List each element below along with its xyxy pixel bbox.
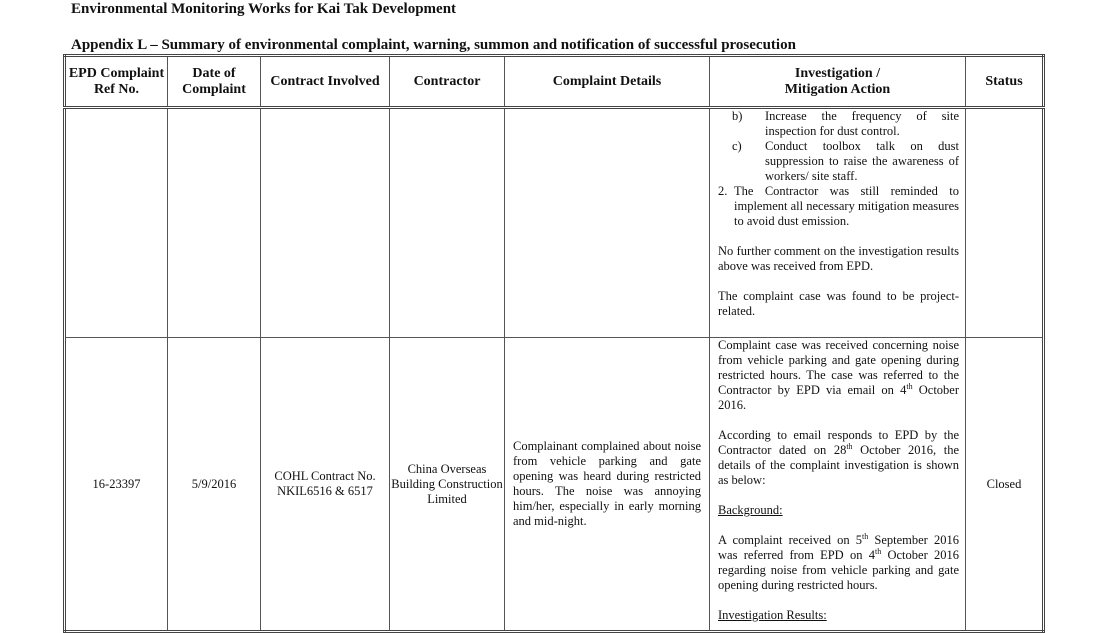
investigation-cell bbox=[710, 338, 966, 632]
row1-details-cell bbox=[505, 108, 710, 338]
table-row bbox=[65, 338, 1044, 632]
table-header-row bbox=[65, 56, 1044, 108]
list-item-label: c) bbox=[732, 139, 742, 153]
header-status: Status bbox=[966, 56, 1044, 108]
list-item-text: The Contractor was still reminded to implement all necessary mitigation measures to avoid dust emission. bbox=[734, 184, 959, 228]
list-item bbox=[718, 139, 959, 184]
investigation-paragraph: According to email responds to EPD by the Contractor dated on 28th October 2016, the details of the complaint investigation is shown as below: bbox=[718, 428, 960, 487]
header-investigation-line2: Mitigation Action bbox=[784, 81, 891, 97]
row1-contractor-cell bbox=[390, 108, 505, 338]
list-item bbox=[718, 184, 959, 229]
header-contractor: Contractor bbox=[390, 56, 505, 108]
investigation-results-heading: Investigation Results: bbox=[718, 608, 827, 622]
complaint-details-cell: Complainant complained about noise from vehicle parking and gate opening was heard during restricted hours. The noise was annoying him/her, especially in early morning and mid-night. bbox=[505, 338, 710, 632]
status-cell: Closed bbox=[966, 338, 1044, 632]
no-comment-text: No further comment on the investigation results above was received from EPD. bbox=[718, 244, 959, 273]
complaint-date-cell: 5/9/2016 bbox=[168, 338, 261, 632]
project-related-text: The complaint case was found to be project-related. bbox=[718, 289, 959, 318]
investigation-paragraph: A complaint received on 5th September 2016 was referred from EPD on 4th October 2016 regarding noise from vehicle parking and gate opening during restricted hours. bbox=[718, 531, 959, 592]
list-item bbox=[718, 109, 959, 139]
header-investigation bbox=[710, 56, 966, 108]
investigation-paragraph: Complaint case was received concerning noise from vehicle parking and gate opening during restricted hours. The case was referred to the Contractor by EPD via email on 4th October 2016. bbox=[718, 338, 959, 412]
list-item-text: Conduct toolbox talk on dust suppression to raise the awareness of workers/ site staff. bbox=[765, 139, 959, 183]
header-date: Date of Complaint bbox=[168, 56, 261, 108]
row1-contract-cell bbox=[261, 108, 390, 338]
list-item-label: 2. bbox=[718, 184, 728, 198]
list-item-label: b) bbox=[732, 109, 743, 123]
complaint-summary-table bbox=[63, 54, 1045, 633]
table-row bbox=[65, 108, 1044, 338]
header-contract: Contract Involved bbox=[261, 56, 390, 108]
header-investigation-line1: Investigation / bbox=[794, 65, 881, 81]
contract-cell: COHL Contract No. NKIL6516 & 6517 bbox=[261, 338, 390, 632]
header-details: Complaint Details bbox=[505, 56, 710, 108]
appendix-title: Appendix L – Summary of environmental complaint, warning, summon and notification of successful prosecution bbox=[71, 37, 796, 53]
row1-status-cell bbox=[966, 108, 1044, 338]
background-heading: Background: bbox=[718, 503, 783, 517]
row1-investigation-cell bbox=[710, 108, 966, 338]
complaint-ref-cell: 16-23397 bbox=[65, 338, 168, 632]
header-ref-no: EPD Complaint Ref No. bbox=[65, 56, 168, 108]
document-title: Environmental Monitoring Works for Kai Tak Development bbox=[71, 1, 457, 17]
list-item-text: Increase the frequency of site inspection for dust control. bbox=[765, 109, 959, 138]
row1-ref-cell bbox=[65, 108, 168, 338]
contractor-cell: China Overseas Building Construction Limited bbox=[390, 338, 505, 632]
row1-date-cell bbox=[168, 108, 261, 338]
